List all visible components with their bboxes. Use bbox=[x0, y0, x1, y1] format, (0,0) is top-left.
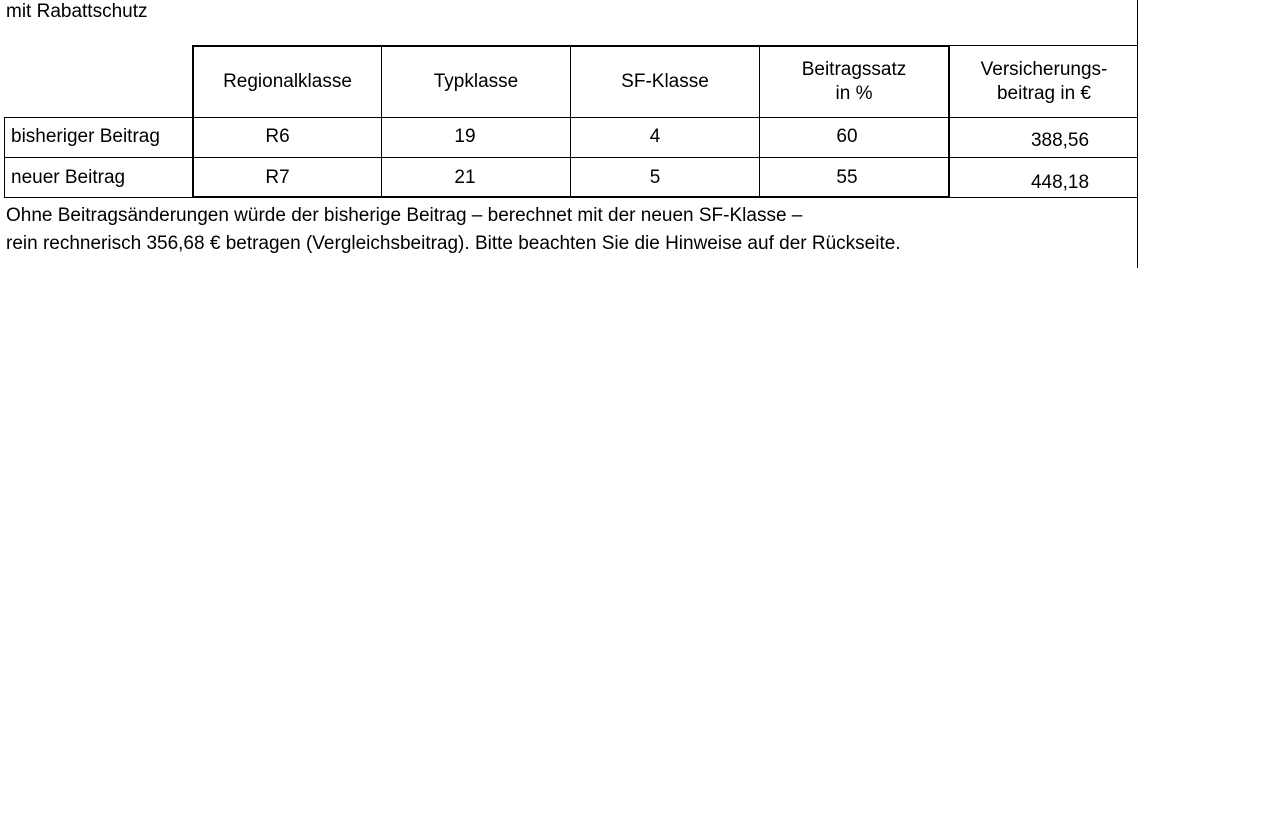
cell-sf-klasse: 4 bbox=[649, 126, 661, 147]
header-sf-klasse bbox=[571, 47, 759, 117]
header-versicherungsbeitrag-line2: beitrag in € bbox=[996, 83, 1091, 104]
header-sf-klasse-label: SF-Klasse bbox=[621, 71, 709, 92]
section-heading: mit Rabattschutz bbox=[6, 1, 148, 22]
cell-typklasse: 21 bbox=[454, 167, 476, 188]
cell-regionalklasse: R6 bbox=[265, 126, 290, 147]
row-label: bisheriger Beitrag bbox=[11, 126, 160, 147]
header-regionalklasse bbox=[194, 47, 381, 117]
header-beitragssatz-line1: Beitragssatz bbox=[801, 59, 907, 80]
header-versicherungsbeitrag-line1: Versicherungs- bbox=[980, 59, 1108, 80]
table-top-border-thin bbox=[949, 45, 1138, 46]
comparison-note-line1: Ohne Beitragsänderungen würde der bisherige Beitrag – berechnet mit der neuen SF-Klasse – bbox=[6, 205, 803, 226]
table-left-border bbox=[4, 117, 5, 198]
table-bottom-border-right bbox=[949, 197, 1138, 198]
header-beitragssatz bbox=[760, 47, 948, 117]
header-typklasse bbox=[382, 47, 570, 117]
cell-versicherungsbeitrag: 388,56 bbox=[1030, 130, 1090, 151]
cell-versicherungsbeitrag: 448,18 bbox=[1030, 172, 1090, 193]
table-row-divider bbox=[4, 157, 1138, 158]
table-bottom-border-thick bbox=[192, 196, 950, 198]
header-typklasse-label: Typklasse bbox=[433, 71, 519, 92]
row-label: neuer Beitrag bbox=[11, 167, 126, 188]
comparison-note-line2: rein rechnerisch 356,68 € betragen (Vergleichsbeitrag). Bitte beachten Sie die Hinweise auf der Rückseite. bbox=[6, 233, 901, 254]
cell-typklasse: 19 bbox=[454, 126, 476, 147]
header-regionalklasse-label: Regionalklasse bbox=[223, 71, 352, 92]
header-versicherungsbeitrag bbox=[950, 47, 1138, 117]
cell-beitragssatz: 55 bbox=[836, 167, 858, 188]
header-beitragssatz-line2: in % bbox=[835, 83, 873, 104]
table-header-bottom-border bbox=[4, 117, 1138, 118]
cell-sf-klasse: 5 bbox=[649, 167, 661, 188]
cell-beitragssatz: 60 bbox=[836, 126, 858, 147]
cell-regionalklasse: R7 bbox=[265, 167, 290, 188]
table-bottom-border-left bbox=[4, 197, 192, 198]
